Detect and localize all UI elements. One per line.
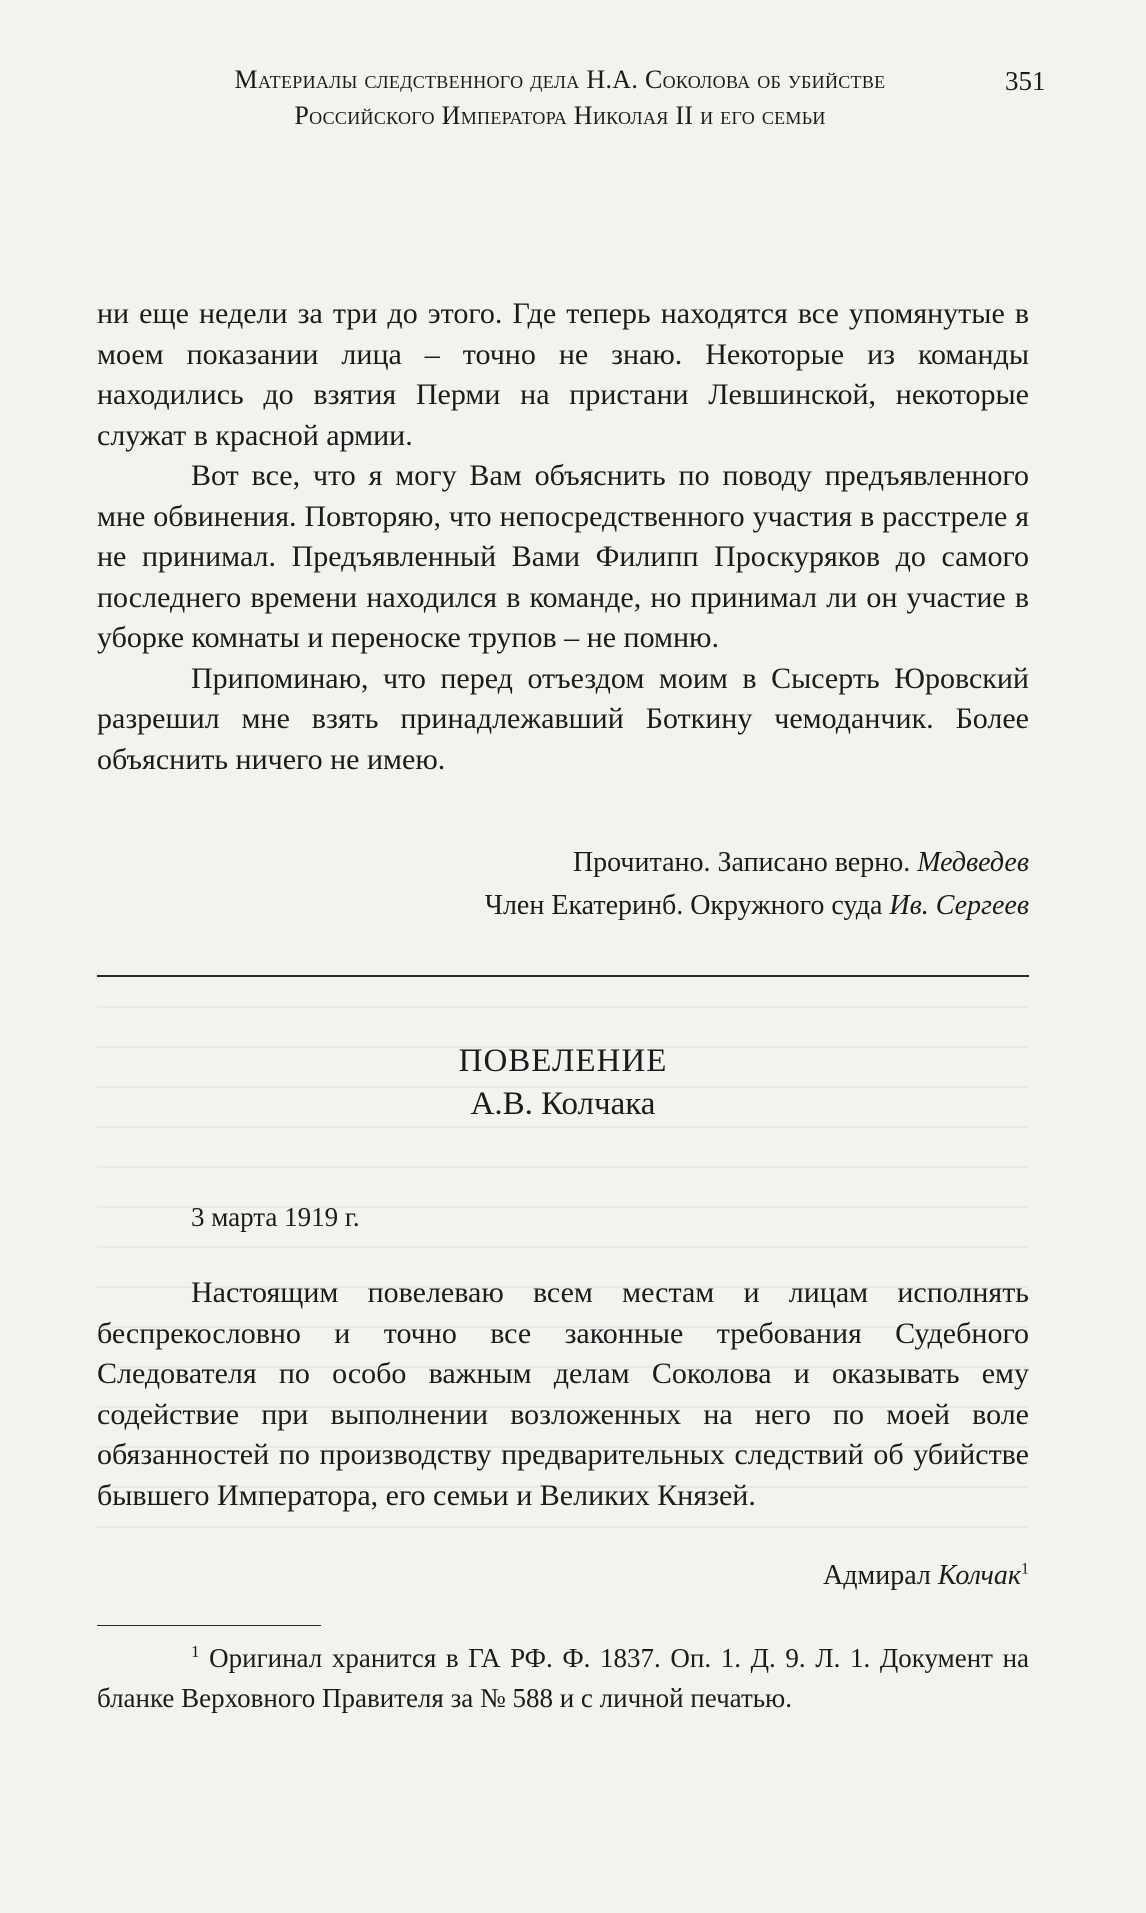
running-header xyxy=(170,62,950,134)
footnote-divider xyxy=(97,1625,321,1626)
footnote-indent xyxy=(97,1643,191,1673)
footnote xyxy=(97,1638,1029,1718)
order-date: 3 марта 1919 г. xyxy=(191,1202,360,1232)
signature-admiral xyxy=(823,1557,1029,1595)
page-number: 351 xyxy=(1005,66,1046,96)
testimony-paragraph-1: ни еще недели за три до этого. Где теперь находятся все упомянутые в моем показании лица – точно не знаю. Некоторые из команды находились до взятия Перми на пристани Левшинской, некоторые служат в красной армии. xyxy=(97,297,1029,452)
testimony-text xyxy=(97,294,1029,780)
signature-kolchak: Колчак xyxy=(937,1560,1021,1591)
footnote-number: 1 xyxy=(191,1642,200,1661)
signature-court-member xyxy=(485,887,1029,925)
signature-read-text: Прочитано. Записано верно. xyxy=(572,847,918,878)
testimony-paragraph-2: Вот все, что я могу Вам объяснить по поводу предъявленного мне обвинения. Повторяю, что непосредственного участия в расстреле я не принимал. Предъявленный Вами Филипп Проскуряков до самого последнего времени находился в команде, но принимал ли он участие в уборке комнаты и переноске трупов – не помню. xyxy=(97,459,1029,654)
running-header-line-2: Российского Императора Николая II и его семьи xyxy=(294,101,826,130)
order-text xyxy=(97,1273,1029,1516)
signature-court-text: Член Екатеринб. Окружного суда xyxy=(484,890,890,921)
order-title: ПОВЕЛЕНИЕ xyxy=(458,1043,668,1079)
signature-admiral-text: Адмирал xyxy=(823,1560,938,1591)
footnote-text: Оригинал хранится в ГА РФ. Ф. 1837. Оп. 1. Д. 9. Л. 1. Документ на бланке Верховного Правителя за № 588 и с личной печатью. xyxy=(97,1643,1029,1713)
footnote-reference: 1 xyxy=(1021,1560,1029,1578)
signature-medvedev: Медведев xyxy=(917,847,1029,878)
section-divider xyxy=(97,975,1029,977)
running-header-line-1: Материалы следственного дела Н.А. Соколова об убийстве xyxy=(234,65,886,94)
testimony-paragraph-3: Припоминаю, что перед отъездом моим в Сысерть Юровский разрешил мне взять принадлежавший Боткину чемоданчик. Более объяснить ничего не имею. xyxy=(97,661,1029,776)
order-paragraph: Настоящим повелеваю всем местам и лицам исполнять беспрекословно и точно все законные требования Судебного Следователя по особо важным делам Соколова и оказывать ему содействие при выполнении возложенных на него по моей воле обязанностей по производству предварительных следствий об убийстве бывшего Императора, его семьи и Великих Князей. xyxy=(97,1276,1029,1512)
order-author: А.В. Колчака xyxy=(470,1086,656,1122)
signature-sergeev: Ив. Сергеев xyxy=(889,890,1029,921)
signature-read-correct xyxy=(573,844,1029,882)
